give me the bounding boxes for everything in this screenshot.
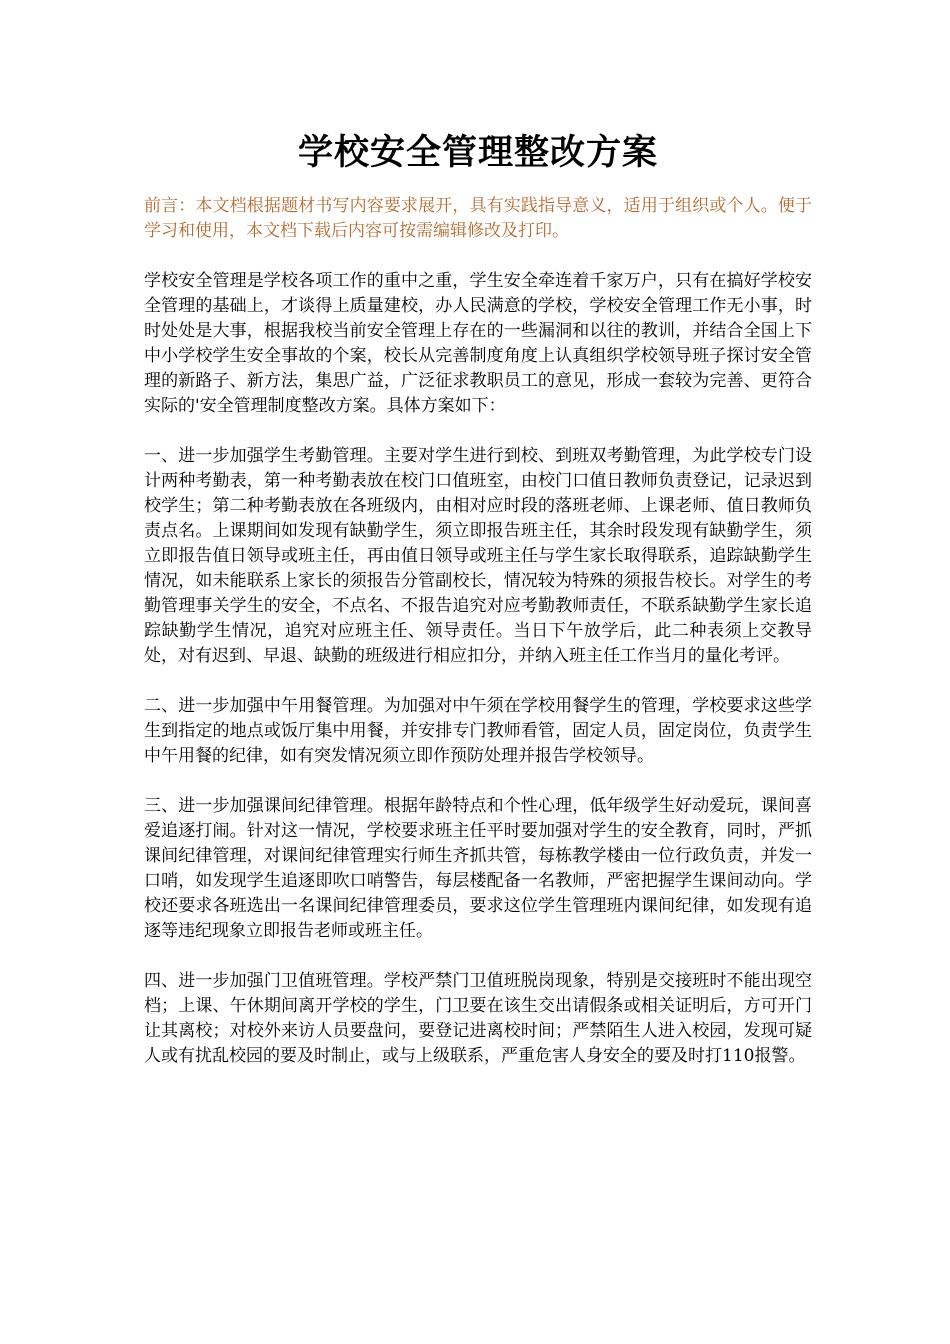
gatekeeper-section-paragraph: 四、进一步加强门卫值班管理。学校严禁门卫值班脱岗现象，特别是交接班时不能出现空档；上课、午休期间离开学校的学生，门卫要在该生交出请假条或相关证明后，方可开门让其离校；对校外来访人员要盘问，要登记进离校时间；严禁陌生人进入校园，发现可疑人或有扰乱校园的要及时制止，或与上级联系，严重危害人身安全的要及时打110报警。 (144, 971, 812, 1066)
intro-paragraph: 学校安全管理是学校各项工作的重中之重，学生安全牵连着千家万户，只有在搞好学校安全管理的基础上，才谈得上质量建校，办人民满意的学校，学校安全管理工作无小事，时时处处是大事，根据我校当前安全管理上存在的一些漏洞和以往的教训，并结合全国上下中小学校学生安全事故的个案，校长从完善制度角度上认真组织学校领导班子探讨安全管理的新路子、新方法，集思广益，广泛征求教职员工的意见，形成一套较为完善、更符合实际的'安全管理制度整改方案。具体方案如下： (144, 271, 812, 416)
document-title: 学校安全管理整改方案 (297, 132, 658, 173)
attendance-section-paragraph: 一、进一步加强学生考勤管理。主要对学生进行到校、到班双考勤管理，为此学校专门设计两种考勤表，第一种考勤表放在校门口值班室，由校门口值日教师负责登记，记录迟到校学生；第二种考勤表放在各班级内，由相对应时段的落班老师、上课老师、值日教师负责点名。上课期间如发现有缺勤学生，须立即报告班主任，其余时段发现有缺勤学生，须立即报告值日领导或班主任，再由值日领导或班主任与学生家长取得联系，追踪缺勤学生情况，如未能联系上家长的须报告分管副校长，情况较为特殊的须报告校长。对学生的考勤管理事关学生的安全，不点名、不报告追究对应考勤教师责任，不联系缺勤学生家长追踪缺勤学生情况，追究对应班主任、领导责任。当日下午放学后，此二种表须上交教导处，对有迟到、早退、缺勤的班级进行相应扣分，并纳入班主任工作当月的量化考评。 (144, 446, 812, 666)
preface-paragraph: 前言：本文档根据题材书写内容要求展开，具有实践指导意义，适用于组织或个人。便于学习和使用，本文档下载后内容可按需编辑修改及打印。 (144, 196, 812, 241)
lunch-section-paragraph: 二、进一步加强中午用餐管理。为加强对中午须在学校用餐学生的管理，学校要求这些学生到指定的地点或饭厅集中用餐，并安排专门教师看管，固定人员，固定岗位，负责学生中午用餐的纪律，如有突发情况须立即作预防处理并报告学校领导。 (144, 696, 812, 766)
recess-section-paragraph: 三、进一步加强课间纪律管理。根据年龄特点和个性心理，低年级学生好动爱玩，课间喜爱追逐打闹。针对这一情况，学校要求班主任平时要加强对学生的安全教育，同时，严抓课间纪律管理，对课间纪律管理实行师生齐抓共管，每栋教学楼由一位行政负责，并发一口哨，如发现学生追逐即吹口哨警告，每层楼配备一名教师，严密把握学生课间动向。学校还要求各班选出一名课间纪律管理委员，要求这位学生管理班内课间纪律，如发现有追逐等违纪现象立即报告老师或班主任。 (144, 796, 812, 941)
document-page (144, 128, 812, 1094)
